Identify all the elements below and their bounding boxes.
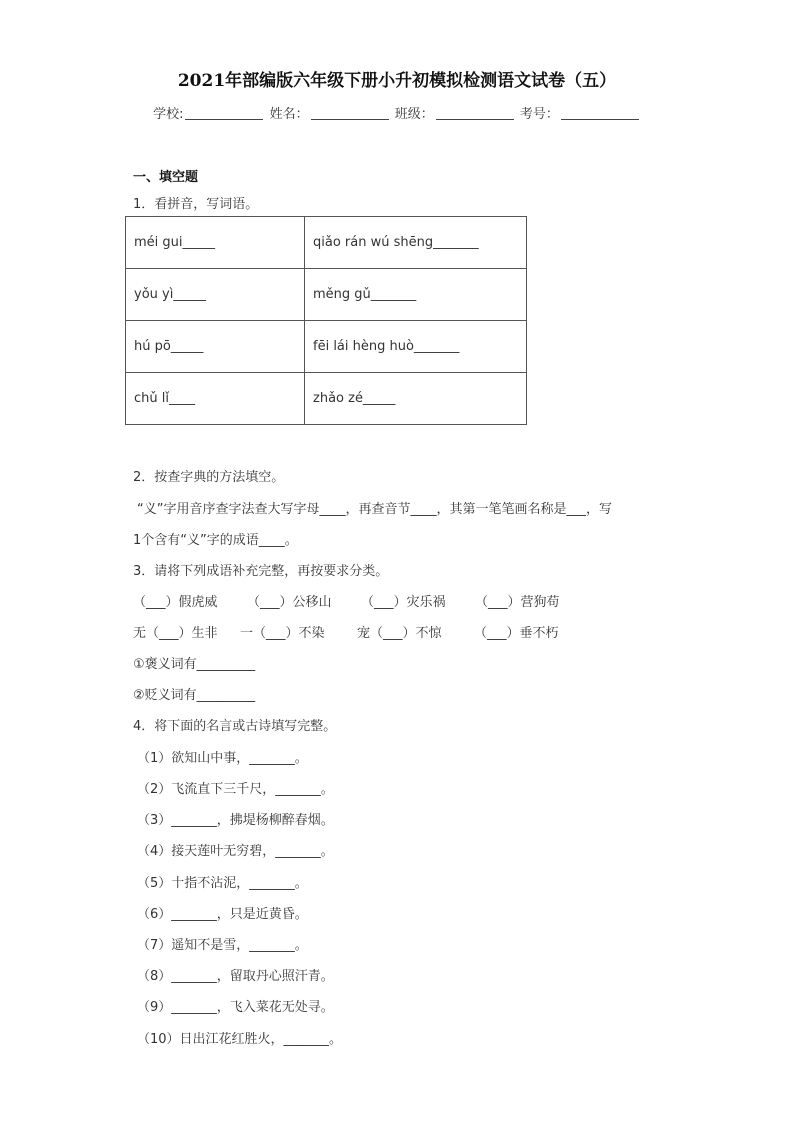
class-blank[interactable]: [436, 106, 514, 120]
poem-item: （1）欲知山中事，_______。: [137, 751, 308, 766]
poem-item: （4）接天莲叶无穷碧，_______。: [137, 844, 334, 859]
pinyin-cell: chǔ lǐ____: [126, 373, 305, 425]
q2-prompt: 2．按查字典的方法填空。: [133, 470, 285, 485]
pinyin-cell: méi gui_____: [126, 217, 305, 269]
name-label: 姓名：: [269, 107, 309, 122]
idiom-item: （___）垂不朽: [474, 626, 559, 641]
idiom-item: （___）公移山: [247, 595, 332, 610]
idiom-item: 宠（___）不惊: [357, 626, 442, 641]
idiom-row-1: [133, 591, 560, 610]
name-blank[interactable]: [311, 106, 389, 120]
idiom-row-2: [133, 622, 559, 641]
class-label: 班级：: [394, 107, 434, 122]
number-blank[interactable]: [561, 106, 639, 120]
table-row: [126, 321, 527, 373]
idiom-item: （___）灾乐祸: [361, 595, 446, 610]
q2-line1: “义”字用音序查字法查大写字母____，再查音节____，其第一笔笔画名称是___，写: [137, 502, 612, 517]
section-heading-fill-blank: 一、填空题: [133, 170, 199, 185]
q3-answer-commendatory: ①褒义词有_________: [133, 657, 256, 672]
pinyin-cell: fēi lái hèng huò_______: [305, 321, 527, 373]
student-info-line: [0, 103, 794, 122]
poem-item: （8）_______，留取丹心照汗青。: [137, 969, 334, 984]
table-row: [126, 373, 527, 425]
pinyin-cell: měng gǔ_______: [305, 269, 527, 321]
poem-item: （3）_______，拂堤杨柳醉春烟。: [137, 813, 334, 828]
q1-prompt: 1．看拼音，写词语。: [133, 197, 259, 212]
poem-item: （6）_______，只是近黄昏。: [137, 907, 308, 922]
idiom-item: 无（___）生非: [133, 626, 218, 641]
pinyin-cell: zhǎo zé_____: [305, 373, 527, 425]
table-row: [126, 217, 527, 269]
school-label: 学校:: [153, 107, 184, 122]
pinyin-cell: hú pō_____: [126, 321, 305, 373]
page-title: 2021年部编版六年级下册小升初模拟检测语文试卷（五）: [177, 71, 617, 91]
q3-answer-derogatory: ②贬义词有_________: [133, 688, 256, 703]
school-blank[interactable]: [185, 106, 263, 120]
q4-prompt: 4．将下面的名言或古诗填写完整。: [133, 719, 337, 734]
poem-item: （5）十指不沾泥，_______。: [137, 876, 308, 891]
pinyin-table: [125, 216, 527, 425]
q2-line2: 1个含有“义”字的成语____。: [133, 533, 298, 548]
pinyin-cell: qiǎo rán wú shēng_______: [305, 217, 527, 269]
poem-item: （2）飞流直下三千尺，_______。: [137, 782, 334, 797]
poem-item: （10）日出江花红胜火，_______。: [137, 1032, 343, 1047]
q3-prompt: 3．请将下列成语补充完整，再按要求分类。: [133, 564, 389, 579]
idiom-item: （___）营狗苟: [475, 595, 560, 610]
idiom-item: 一（___）不染: [240, 626, 325, 641]
table-row: [126, 269, 527, 321]
idiom-item: （___）假虎威: [133, 595, 218, 610]
pinyin-cell: yǒu yì_____: [126, 269, 305, 321]
number-label: 考号：: [519, 107, 559, 122]
poem-item: （9）_______，飞入菜花无处寻。: [137, 1000, 334, 1015]
poem-item: （7）遥知不是雪，_______。: [137, 938, 308, 953]
